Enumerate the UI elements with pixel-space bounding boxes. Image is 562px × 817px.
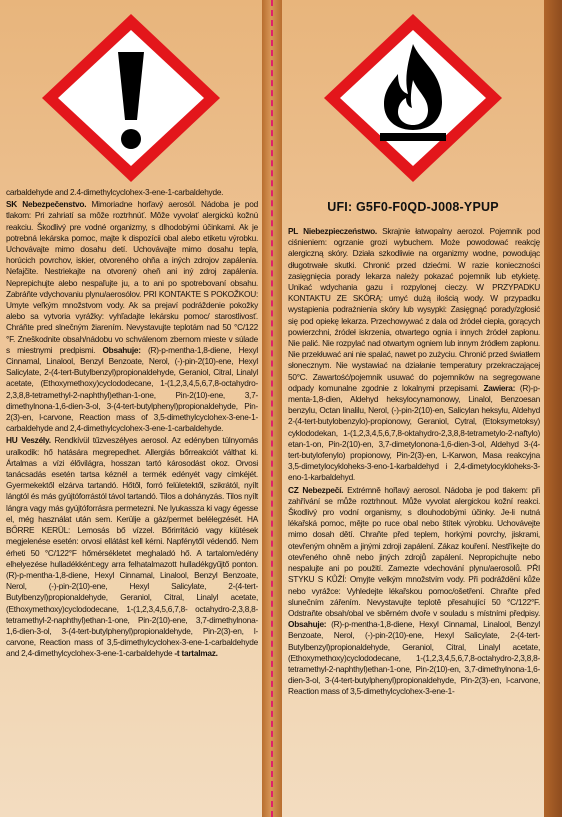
left-text-block <box>6 187 258 661</box>
page-edge <box>544 0 562 817</box>
pl-obs-label: Zawiera: <box>483 382 516 393</box>
sk-heading: SK Nebezpečenstvo. <box>6 199 87 210</box>
sk-obs: (R)-p-mentha-1,8-diene, Hexyl Cinnamal, Linalool, Benzyl Benzoate, Nerol, (-)-pin-2(10)-ene, Hexyl Salicylate, 2-(4-tert-Butylbenzyl)propionaldehyde, Geraniol, Citral, Linalyl acetate, (Ethoxymethoxy)cyclododecane, 1-(1,2,3,4,5,6,7,8-octahydro-2,3,8,8-tetramethyl-2-naphthyl)ethan-1-one, Pin-2(10)-ene, 3,7-dimethylnona-1,6-dien-3-ol, 3-(4-tert-butylphenyl)propionaldehyde, Pin-2(3)-en, l-carvone, Reaction mass of 3,5-dimethylcyclohex-3-ene-1-carbaldehyde and 2,4-dimethylcyclohex-3-ene-1-carbaldehyde. <box>6 344 258 434</box>
pl-obs: (R)-p-menta-1,8-dien, Aldehyd heksylocynamonowy, Linalol, Benzoesan benzylu, Octan linalilu, Nerol, (-)-pin-2(10)-en, Salicylan heksylu, Aldehyd 2-(4-tert-butylobenzylo)-propionowy, Geraniol, Cytral, (Etoksymetoksy) cyklododekan, 1-(1,2,3,4,5,6,7,8-oktahydro-2,3,8,8-tetrametylo-2-naftylo) etan-1-on, Pin-2(10)-en, 3,7-dimetylonona-1,6-dien-3-ol, Aldehyd 3-(4-tert-butylofenylo) propionowy, Pin-2(3)-en, L-Karwon, Masa reakcyjna 3,5-dimetylocykloheks-3-eno-1-karbaldehyd i 2,4-dimetylocykloheks-3-eno-1-karbaldehyd. <box>288 382 540 483</box>
cut-line <box>271 0 273 817</box>
hu-heading: HU Veszély. <box>6 435 51 446</box>
pl-body: Skrajnie łatwopalny aerozol. Pojemnik pod ciśnieniem: ogrzanie grozi wybuchem. Może powodować reakcję alergiczną skóry. Działa szkodliwie na organizmy wodne, powodując długotrwałe skutki. Chronić przed dziećmi. W razie konieczności zasięgnięcia porady lekarza należy pokazać pojemnik lub etykietę. Unikać wdychania gazu i rozpylonej cieczy. W PRZYPADKU KONTAKTU ZE SKÓRĄ: umyć dużą ilością wody. W przypadku wystąpienia podrażnienia skóry lub wysypki: Zasięgnąć porady/zgłosić się pod opiekę lekarza. Przechowywać z dala od źródeł ciepła, gorących powierzchni, źródeł iskrzenia, otwartego ognia i innych źródeł zapłonu. Nie palić. Nie rozpylać nad otwartym ogniem lub innym źródłem zapłonu. Nie przekłuwać ani nie spalać, nawet po zużyciu. Chronić przed światłem słonecznym. Nie wystawiać na działanie temperatury przekraczającej 50°C. Zawartość/pojemnik usuwać do pojemników na segregowane odpady komunalne zgodnie z lokalnymi przepisami. <box>288 226 540 393</box>
sk-section <box>6 199 258 434</box>
cz-section <box>288 485 540 698</box>
cz-obs: (R)-p-mentha-1,8-diene, Hexyl Cinnamal, Linalool, Benzyl Benzoate, Nerol, (-)-pin-2(10)-ene, Hexyl Salicylate, 2-(4-tert-Butylbenzyl)propionaldehyde, Geraniol, Citral, Linalyl acetate, (Ethoxymethoxy)cyclododecane, 1-(1,2,3,4,5,6,7,8-octahydro-2,3,8,8-tetramethyl-2-naphthyl)ethan-1-one, Pin-2(10)-en, 3,7-dimethylnona-1,6-dien-3-ol, 3-(4-tert-butylphenyl)propionaldehyde, Pin-2(3)-en, l-carvone, Reaction mass of 3,5-dimethylcyclohex-3-ene-1- <box>288 619 540 697</box>
flame-icon <box>318 8 508 188</box>
hu-section <box>6 435 258 659</box>
hu-body: Rendkívül tűzveszélyes aerosol. Az edényben túlnyomás uralkodik: hő hatására megrepedhet. Allergiás bőrreakciót válthat ki. Ártalmas a vízi élővilágra, hosszan tartó károsodást okoz. Orvosi tanácsadás esetén tartsa kéznél a termék edényét vagy címkéjét. Gyermekektől elzárva tartandó. Hőtől, forró felületektől, szikrától, nyílt lángtól és más gyújtóforrástól távol tartandó. Tilos a dohányzás. Tilos nyílt lángra vagy más gyújtóforrásra permetezni. Ne lyukassza ki vagy égesse el, még használat után sem. Kerülje a gáz/permet belélegzését. HA BŐRRE KERÜL: Lemosás bő vízzel. Bőrirritáció vagy kiütések megjelenése esetén: orvosi ellátást kell kérni. Napfénytől védendő. Nem érheti 50 °C/122°F hőmérsékletet meghaladó hő. A tartalom/edény elhelyezése hulladékként:egy arra felhatalmazott hulladékgyűjtő ponton. (R)-p-mentha-1,8-diene, Hexyl Cinnamal, Linalool, Benzyl Benzoate, Nerol, (-)-pin-2(10)-ene, Hexyl Salicylate, 2-(4-tert-Butylbenzyl)propionaldehyde, Geraniol, Citral, Linalyl acetate, (Ethoxymethoxy)cyclododecane, 1-(1,2,3,4,5,6,7,8- octahydro-2,3,8,8-tetramethyl-2-naphthyl)ethan-1-one, Pin-2(10)-ene, 3,7-dimethylnona-1,6-dien-3-ol, 3-(4-tert-butylphenyl)propionaldehyde, Pin-2(3)-en, l-carvone, Reaction mass of 3,5-dimethylcyclohex-3-ene-1-carbaldehyde and 2,4-dimethylcyclohex-3-ene-1-carbaldehyde <box>6 435 258 659</box>
pl-heading: PL Niebezpieczeństwo. <box>288 226 377 236</box>
intro-text: carbaldehyde and 2.4-dimethylcyclohex-3-ene-1-carbaldehyde. <box>6 187 224 197</box>
cz-body: Extrémně hořlavý aerosol. Nádoba je pod tlakem: při zahřívání se může roztrhnout. Může vyvolat alergickou kožní reakci. Škodlivý pro vodní organismy, s dlouhodobými účinky. Je-li nutná lékařská pomoc, mějte po ruce obal nebo štítek výrobku. Uchovávejte mimo dosah dětí. Chraňte před teplem, horkými povrchy, jiskrami, otevřeným ohněm a jinými zdroji zapálení. Zákaz kouření. Nestříkejte do otevřeného ohně nebo jiných zdrojů zapálení. Nepropichujte nebo nespalujte ani po použití. Zamezte vdechování plynu/aerosolů. PŘI STYKU S KŮŽÍ: Omyjte velkým množstvím vody. Při podráždění kůže nebo vyrážce: Vyhledejte lékařskou pomoc/ošetření. Chraňte před slunečním zářením. Nevystavujte teplotě přesahující 50 °C/122°F. Odstraňte obsah/obal ve sběrném dvoře v souladu s místními předpisy. <box>288 484 541 618</box>
sk-body: Mimoriadne horľavý aerosól. Nádoba je pod tlakom: Pri zahriatí sa môže roztrhnúť. Môže vyvolať alergickú kožnú reakciu. Škodlivý pre vodné organizmy, s dlhodobými účinkami. Ak je potrebná lekárska pomoc, majte k dispozícii obal alebo etiketu výrobku. Uchovávajte mimo dosahu detí. Uchovávajte mimo dosahu tepla, horúcich povrchov, iskier, otvoreného ohňa a iných zdrojov zapálenia. Nefajčite. Nestriekajte na otvorený oheň ani iný zdroj zapálenia. Neprepichujte alebo nespaľujte ju, a to ani po spotrebovaní obsahu. Zabráňte vdychovaniu plynu/aerosólov. PRI KONTAKTE S POKOŽKOU: Umyte veľkým množstvom vody. Ak sa prejaví podráždenie pokožky alebo sa vytvoria vyrážky: vyhľadajte lekársku pomoc/ starostlivosť. Chráňte pred slnečným žiarením. Nevystavujte teplotám nad 50 °C/122 °F. Zneškodnite obsah/nádobu vo schválenom zbernom mieste v súlade s miestnymi predpismi. <box>6 199 258 355</box>
right-text-block <box>288 226 540 699</box>
pl-section <box>288 226 540 484</box>
cz-obs-label: Obsahuje: <box>288 619 327 630</box>
cz-heading: CZ Nebezpečí. <box>288 484 344 495</box>
hu-tail: -t tartalmaz. <box>174 648 218 659</box>
sk-obs-label: Obsahuje: <box>102 344 141 355</box>
exclamation-mark-icon <box>36 8 226 188</box>
ufi-code: UFI: G5F0-F0QD-J008-YPUP <box>327 200 499 214</box>
